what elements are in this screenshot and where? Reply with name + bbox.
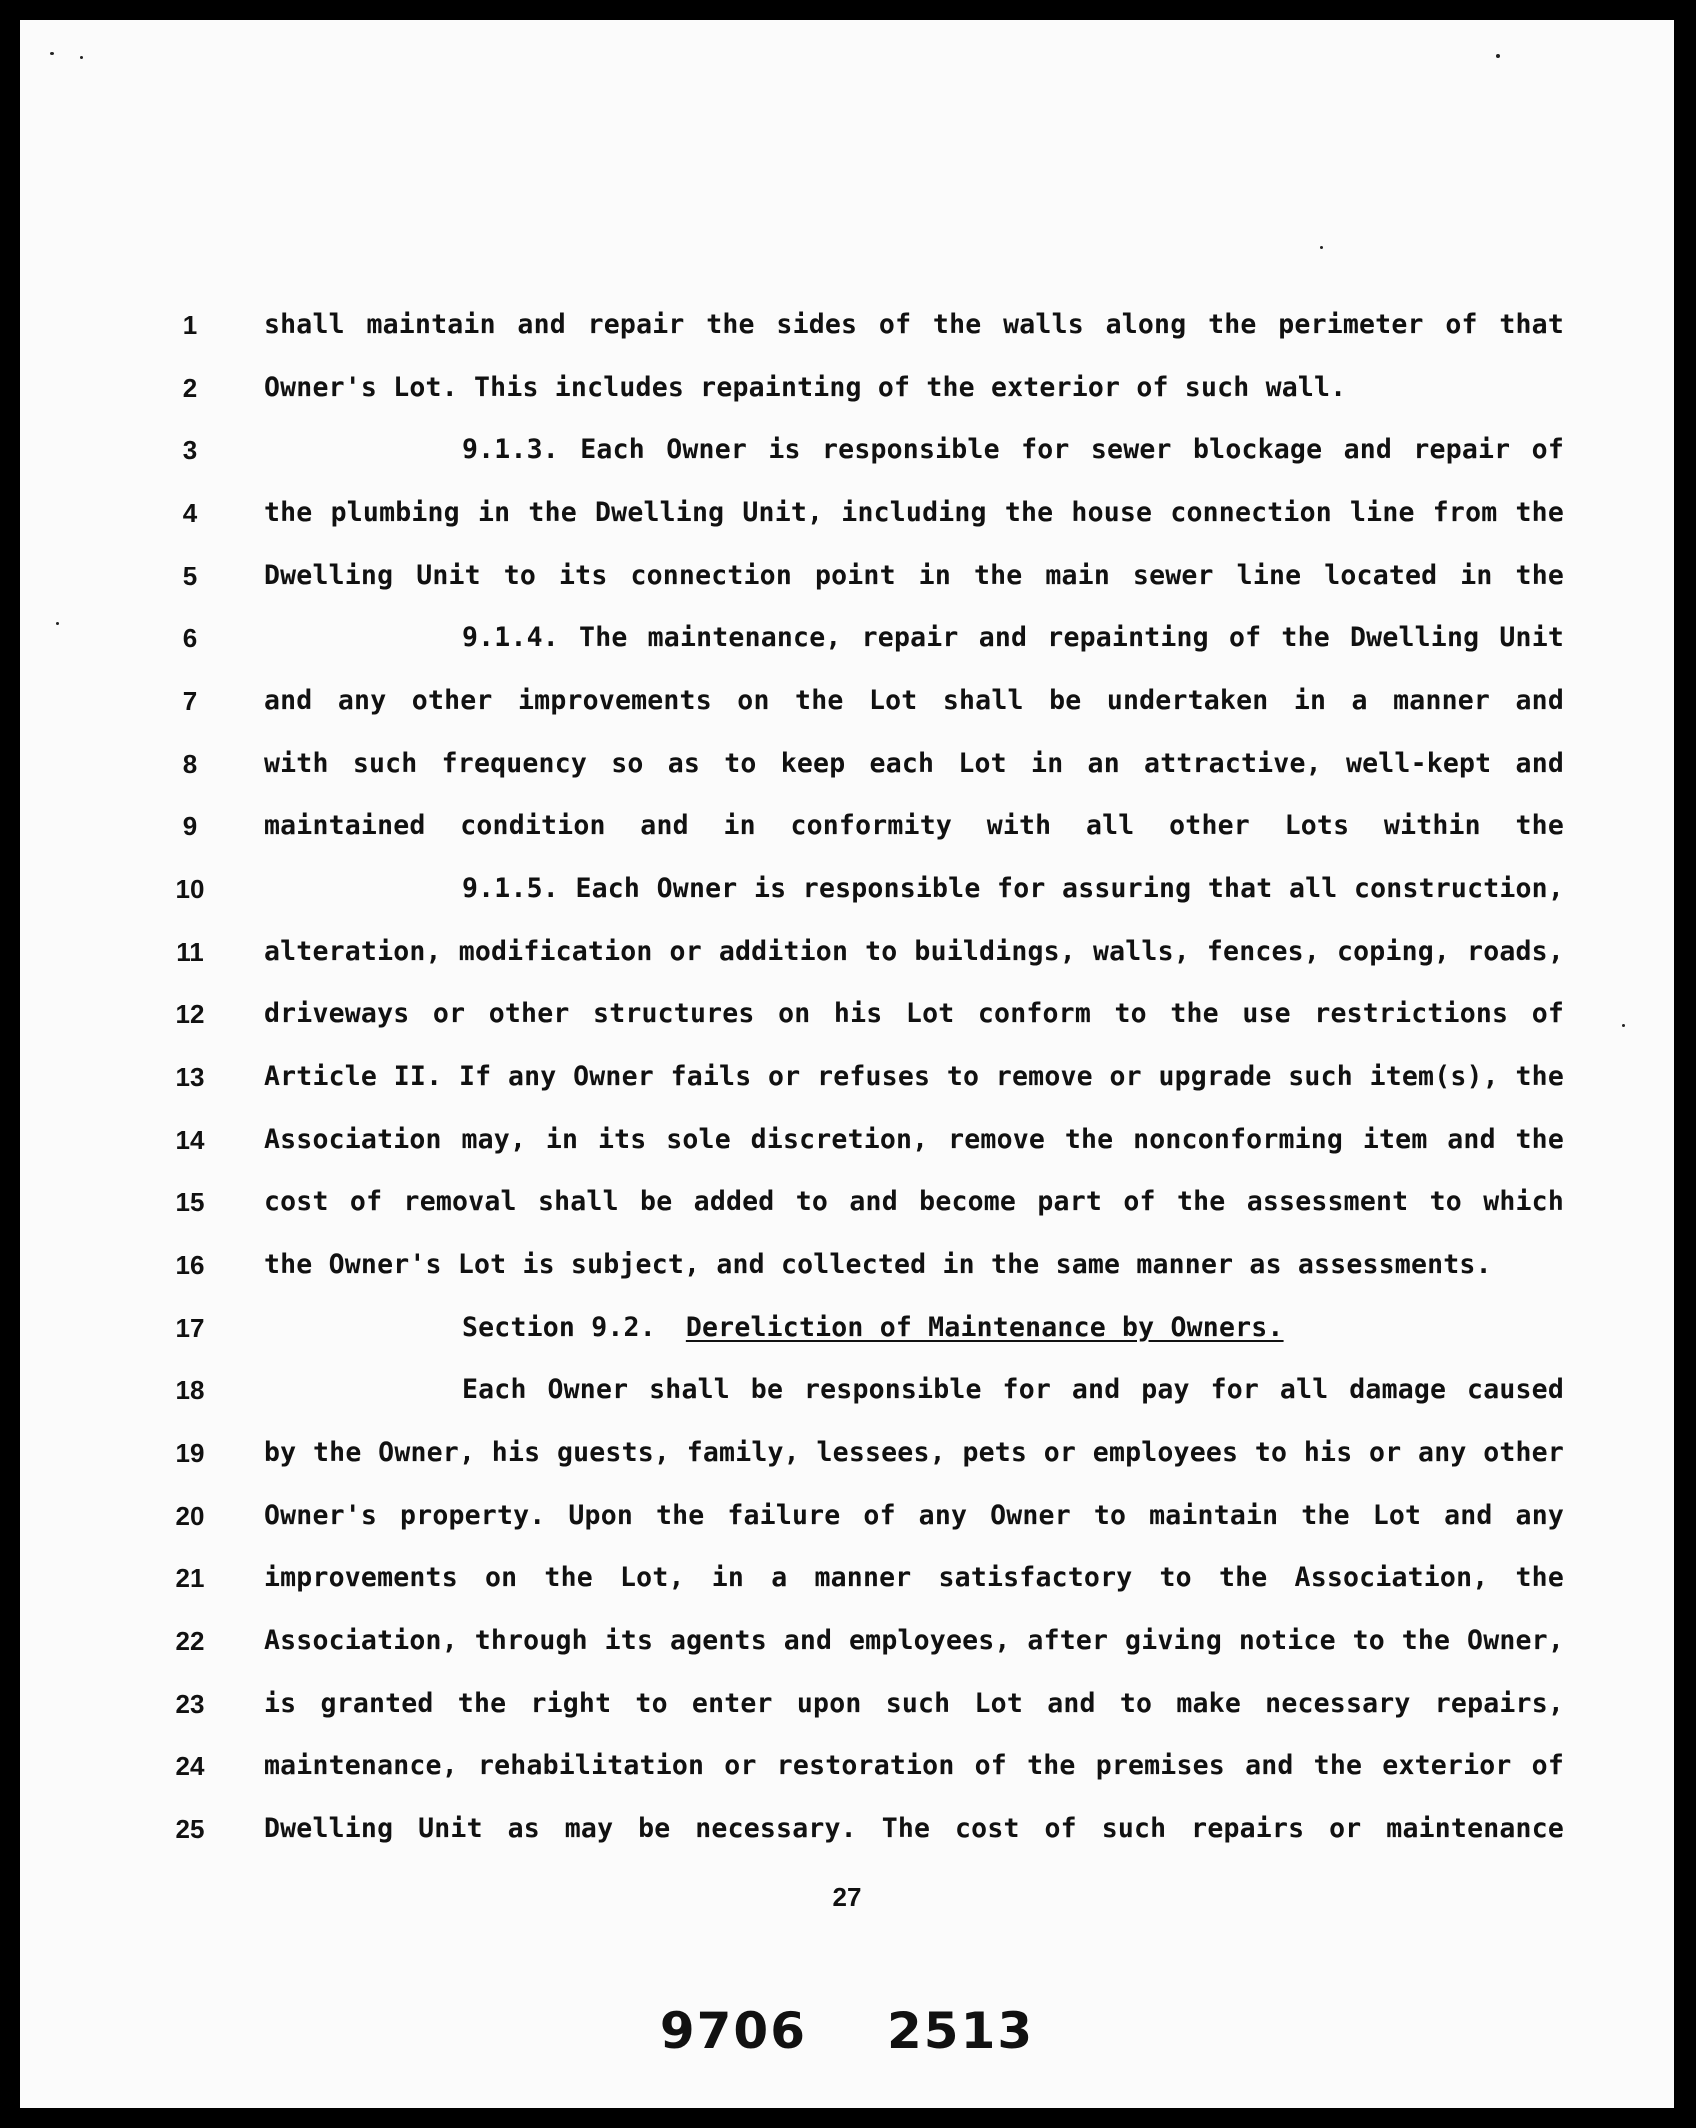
- line-number: 9: [182, 811, 198, 841]
- scan-speck: [1496, 54, 1500, 58]
- document-line: [20, 796, 1674, 856]
- line-number: 25: [175, 1814, 205, 1844]
- line-text: the plumbing in the Dwelling Unit, including the house connection line from the: [264, 497, 1564, 528]
- line-number: 4: [182, 498, 198, 528]
- line-text: and any other improvements on the Lot shall be undertaken in a manner and: [264, 685, 1564, 716]
- scan-speck: [56, 622, 59, 625]
- line-text: with such frequency so as to keep each Lot in an attractive, well-kept and: [264, 748, 1564, 779]
- line-text: Owner's property. Upon the failure of any Owner to maintain the Lot and any: [264, 1500, 1564, 1531]
- document-line: [20, 358, 1674, 418]
- line-number: 3: [182, 435, 198, 465]
- scan-speck: [50, 52, 54, 55]
- line-number: 8: [182, 749, 198, 779]
- document-line: [20, 1110, 1674, 1170]
- document-line: [20, 1548, 1674, 1608]
- document-page: [20, 20, 1674, 2108]
- scan-speck: [1622, 1024, 1625, 1027]
- line-text: 9.1.5. Each Owner is responsible for assuring that all construction,: [462, 873, 1564, 904]
- line-text: is granted the right to enter upon such Lot and to make necessary repairs,: [264, 1688, 1564, 1719]
- document-line: [20, 483, 1674, 543]
- scan-speck: [80, 56, 83, 59]
- document-line: [20, 1611, 1674, 1671]
- section-heading-text: [462, 1298, 1564, 1358]
- document-line: [20, 295, 1674, 355]
- section-title: Dereliction of Maintenance by Owners.: [685, 1312, 1284, 1343]
- line-number: 18: [175, 1375, 205, 1405]
- line-number: 20: [175, 1501, 205, 1531]
- line-number: 21: [175, 1563, 205, 1593]
- line-text: the Owner's Lot is subject, and collected in the same manner as assessments.: [264, 1249, 1492, 1280]
- page-number: 27: [832, 1882, 862, 1912]
- document-line: [20, 1235, 1674, 1295]
- document-line: [20, 734, 1674, 794]
- line-number: 14: [175, 1125, 205, 1155]
- line-text: cost of removal shall be added to and become part of the assessment to which: [264, 1186, 1564, 1217]
- line-text: improvements on the Lot, in a manner satisfactory to the Association, the: [264, 1562, 1564, 1593]
- line-text: Association, through its agents and employees, after giving notice to the Owner,: [264, 1625, 1564, 1656]
- document-line: [20, 1674, 1674, 1734]
- document-stamp: [20, 2002, 1674, 2060]
- line-text: 9.1.4. The maintenance, repair and repainting of the Dwelling Unit: [462, 622, 1564, 653]
- document-line: [20, 671, 1674, 731]
- line-text: maintained condition and in conformity with all other Lots within the: [264, 810, 1564, 841]
- scan-speck: [1320, 246, 1323, 249]
- line-text: driveways or other structures on his Lot conform to the use restrictions of: [264, 998, 1564, 1029]
- line-number: 2: [182, 373, 198, 403]
- line-text: Association may, in its sole discretion, remove the nonconforming item and the: [264, 1124, 1564, 1155]
- line-number: 1: [182, 310, 198, 340]
- line-text: 9.1.3. Each Owner is responsible for sewer blockage and repair of: [462, 434, 1564, 465]
- document-line: [20, 859, 1674, 919]
- line-text: Each Owner shall be responsible for and pay for all damage caused: [462, 1374, 1564, 1405]
- document-line: [20, 1047, 1674, 1107]
- line-number: 11: [176, 937, 204, 967]
- line-number: 16: [175, 1250, 205, 1280]
- section-heading: [20, 1298, 1674, 1358]
- line-number: 17: [175, 1313, 205, 1343]
- document-line: [20, 984, 1674, 1044]
- line-text: Dwelling Unit to its connection point in the main sewer line located in the: [264, 560, 1564, 591]
- line-text: Dwelling Unit as may be necessary. The cost of such repairs or maintenance: [264, 1813, 1564, 1844]
- line-number: 10: [175, 874, 205, 904]
- line-text: alteration, modification or addition to buildings, walls, fences, coping, roads,: [264, 936, 1564, 967]
- document-line: [20, 1423, 1674, 1483]
- document-line: [20, 546, 1674, 606]
- line-number: 15: [175, 1187, 205, 1217]
- line-text: Owner's Lot. This includes repainting of the exterior of such wall.: [264, 372, 1347, 403]
- document-line: [20, 608, 1674, 668]
- line-text: shall maintain and repair the sides of the walls along the perimeter of that: [264, 309, 1564, 340]
- line-text: Article II. If any Owner fails or refuses to remove or upgrade such item(s), the: [264, 1061, 1564, 1092]
- line-number: 7: [182, 686, 198, 716]
- document-line: [20, 922, 1674, 982]
- line-number: 12: [175, 999, 205, 1029]
- line-text: maintenance, rehabilitation or restoration of the premises and the exterior of: [264, 1750, 1564, 1781]
- stamp-right: 2513: [887, 2002, 1035, 2060]
- line-text: by the Owner, his guests, family, lessees, pets or employees to his or any other: [264, 1437, 1564, 1468]
- document-line: [20, 1360, 1674, 1420]
- section-number: Section 9.2.: [462, 1312, 656, 1343]
- line-number: 5: [182, 561, 198, 591]
- line-number: 22: [175, 1626, 205, 1656]
- line-number: 13: [175, 1062, 205, 1092]
- stamp-left: 9706: [659, 2002, 807, 2060]
- line-number: 24: [175, 1751, 205, 1781]
- line-number: 6: [182, 623, 198, 653]
- document-line: [20, 1736, 1674, 1796]
- line-number: 19: [175, 1438, 205, 1468]
- document-line: [20, 1799, 1674, 1859]
- line-number: 23: [175, 1689, 205, 1719]
- document-line: [20, 1486, 1674, 1546]
- document-line: [20, 420, 1674, 480]
- document-line: [20, 1172, 1674, 1232]
